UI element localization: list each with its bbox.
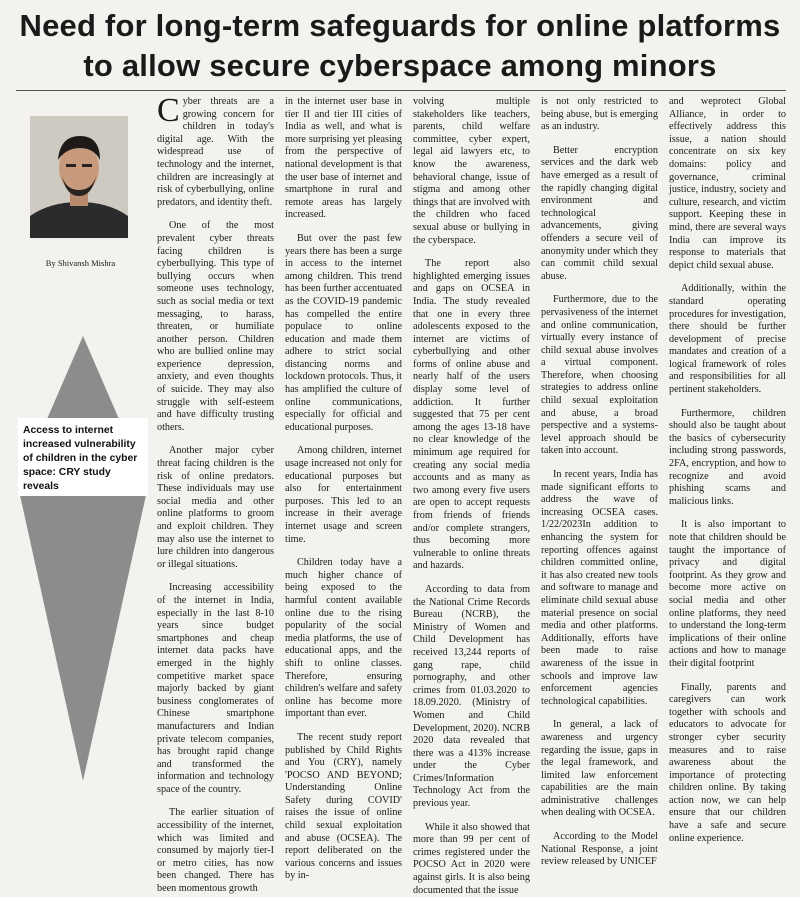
paragraph: The earlier situation of accessibility of the internet, which was limited and consumed by majorly tier-I or metro cities, has now been changed. There has been momentous growth [157,807,274,895]
paragraph: While it also showed that more than 99 per cent of crimes registered under the POCSO Act in 2020 were against girls. It is also being documented that the issue [413,821,530,896]
column-2 [285,96,402,882]
paragraph: It is also important to note that children should be taught the importance of privacy and digital footprint. As they grow and become more active on social media and other online platforms, they need to understand the long-term implications of their online actions and how to manage their digital footprint [669,519,786,669]
paragraph: Another major cyber threat facing children is the risk of online predators. These individuals may use social media and other online platforms to groom and exploit children. They may also use the internet to lure children into dangerous or illegal situations. [157,445,274,570]
article-headline [0,6,800,86]
callout-diamond [18,336,148,781]
paragraph: Furthermore, due to the pervasiveness of the internet and online communication, virtually every instance of child sexual abuse involves a virtual component. Therefore, when choosing strategies to address online child sexual exploitation and abuse, a broad perspective and a systems-level approach should be taken into account. [541,294,658,457]
sidebar [18,96,148,837]
paragraph: in the internet user base in tier II and tier III cities of India as well, and what is more surprising yet pleasing from the perspective of national development is that the user base of internet and smartphone in rural and remote areas has largely increased. [285,96,402,221]
headline-line-1: Need for long-term safeguards for online platforms [19,8,781,43]
column-1 [157,92,274,895]
pull-quote: Access to internet increased vulnerability of children in the cyber space: CRY study reveals [18,418,148,496]
paragraph: Cyber threats are a growing concern for children in today's digital age. With the widespread use of technology and the internet, children are increasingly at risk of cyberbullying, online predators, and identity theft. [157,92,274,208]
byline: By Shivansh Mishra [45,258,116,268]
paragraph: In general, a lack of awareness and urgency regarding the issue, gaps in the legal framework, and limited law enforcement capabilities are the main administrative challenges when dealing with OCSEA. [541,719,658,819]
paragraph: In recent years, India has made significant efforts to address the wave of increasing OCSEA cases. 1/22/2023In addition to enhancing the system for reporting offences against children committed online, it has also created new tools and software to manage and eliminate child sexual abuse material presence on social media and other platforms. Additionally, efforts have been made to raise awareness of the issue in schools and improve law enforcement agencies technological capabilities. [541,469,658,707]
paragraph: and weprotect Global Alliance, in order to effectively address this issue, a nation should concentrate on six key domains: policy and governance, criminal justice, industry, society and culture, research, and victim support. Keeping these in mind, there are several ways India can improve its response to materials that depict child sexual abuse. [669,96,786,271]
paragraph: Additionally, within the standard operating procedures for investigation, there should be further development of precise mandates and creation of a logical framework of roles and responsibilities for all pertinent stakeholders. [669,283,786,396]
paragraph: Finally, parents and caregivers can work together with schools and educators to advocate for stronger cyber security measures and to raise awareness about the importance of protecting children online. By taking action now, we can help ensure that our children have a safe and secure online experience. [669,681,786,844]
column-4 [541,96,658,868]
column-3 [413,96,530,896]
paragraph: According to the Model National Response, a joint review released by UNICEF [541,831,658,868]
author-photo-icon [30,116,128,238]
paragraph: But over the past few years there has been a surge in access to the internet among children. This trend has been further accentuated as the COVID-19 pandemic has compelled the entire populace to online education and made them adhere to strict social distancing norms and lockdown protocols. Thus, it has amplified the culture of online communications, especially for official and educational purposes. [285,232,402,433]
paragraph: Increasing accessibility of the internet in India, especially in the last 8-10 years since budget smartphones and cheap internet data packs have emerged in the highly competitive market space majorly backed by giant business conglomerates of Chinese smartphone manufacturers and Indian private telecom companies, has brought rapid change and transformed the information and technology space of the country. [157,582,274,795]
paragraph: Better encryption services and the dark web have emerged as a result of the rapidly changing digital environment and technological advancements, giving offenders a secure veil of anonymity under which they can commit child sexual abuse. [541,144,658,282]
headline-line-2: to allow secure cyberspace among minors [83,48,717,83]
paragraph: Among children, internet usage increased not only for educational purposes but also for entertainment purposes. This led to an increase in their average internet usage and screen time. [285,445,402,545]
article-body [157,92,790,896]
paragraph: Children today have a much higher chance of being exposed to the harmful content available online due to the rising popularity of the social media platforms, the use of educational apps, and the shift to online classes. Therefore, ensuring children's welfare and safety online has become more important than ever. [285,557,402,720]
paragraph: Furthermore, children should also be taught about the basics of cybersecurity including strong passwords, 2FA, encryption, and how to recognize and avoid phishing scams and malicious links. [669,407,786,507]
headline-divider [16,90,786,91]
paragraph: According to data from the National Crime Records Bureau (NCRB), the Ministry of Women and Child Development has received 13,244 reports of gang rape, child pornography, and other crimes from 01.03.2020 to 18.09.2020. (Ministry of Women and Child Development, 2020). NCRB 2020 data revealed that there was a 413% increase under the Cyber Crimes/Information Technology Act from the previous year. [413,583,530,810]
paragraph: volving multiple stakeholders like teachers, parents, child welfare committee, cyber expert, legal aid lawyers etc, to know the awareness, behavioral change, issue of stigma and among other things that are involved with the children who faced sexual abuse or bullying in the cyberspace. [413,96,530,246]
column-5 [669,96,786,844]
paragraph: The report also highlighted emerging issues and gaps on OCSEA in India. The study revealed that one in every three adolescents exposed to the internet are victims of cyberbullying and other forms of online abuse and nearly half of the users display some level of addiction. It further suggested that 75 per cent among the ages 13-18 have no clear knowledge of the minimum age required for creating any social media accounts and as many as two among every five users are open to accept requests from friends of friends and/or complete strangers, thus becoming more vulnerable to online threats and hazards. [413,258,530,572]
paragraph: The recent study report published by Child Rights and You (CRY), namely 'POCSO AND BEYOND; Understanding Online Safety during COVID' raises the issue of online child sexual exploitation and abuse (OCSEA). The report deliberated on the various concerns and issues by in- [285,731,402,882]
paragraph: One of the most prevalent cyber threats facing children is cyberbullying. This type of bullying occurs when someone uses technology, such as social media or text messaging, to harass, threaten, or humiliate another person. Children who are bullied online may experience depression, anxiety, and even thoughts of suicide. They may also struggle with self-esteem and have difficulty trusting others. [157,220,274,433]
drop-cap: C [157,92,180,129]
paragraph: is not only restricted to being abuse, but is emerging as an industry. [541,96,658,133]
